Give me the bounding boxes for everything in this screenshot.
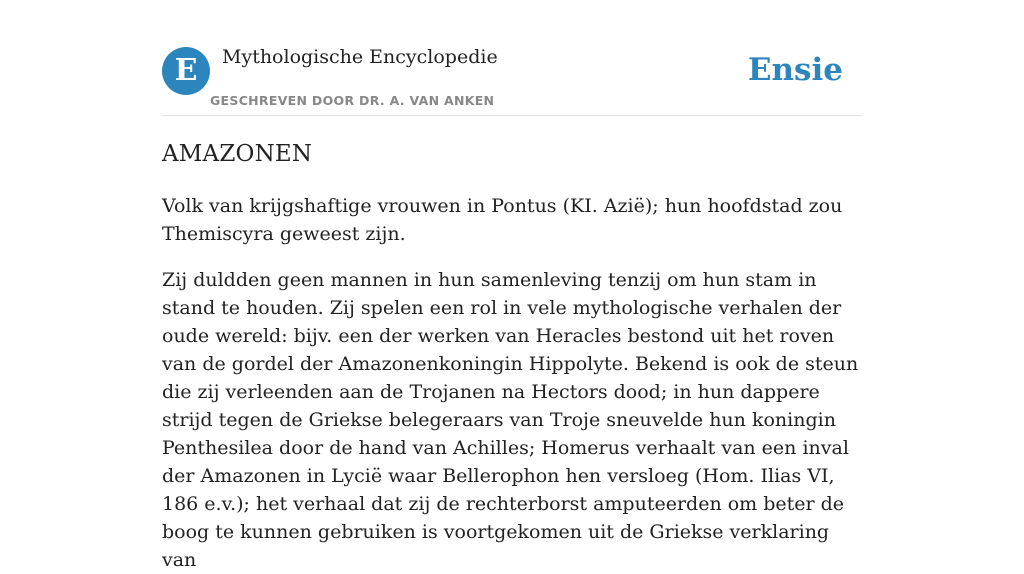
article-paragraph: Volk van krijgshaftige vrouwen in Pontus (KI. Azië); hun hoofdstad zou Themiscyra geweest zijn. [162,195,843,245]
article-paragraph: Zij duldden geen mannen in hun samenleving tenzij om hun stam in stand te houden. Zij spelen een rol in vele mythologische verhalen der oude wereld: bijv. een der werken van Heracles bestond uit het roven van de gordel der Amazonenkoningin Hippolyte. Bekend is ook de steun die zij verleenden aan de Trojanen na Hectors dood; in hun dappere strijd tegen de Griekse belegeraars van Troje sneuvelde hun koningin Penthesilea door de hand van Achilles; Homerus verhaalt van een inval der Amazonen in Lycië waar Bellerophon hen versloeg (Hom. Ilias VI, 186 e.v.); het verhaal dat zij de rechterborst amputeerden om beter de boog te kunnen gebruiken is voortgekomen uit de Griekse verklaring van [162,269,859,571]
ensie-brand-logo[interactable]: Ensie [747,52,843,88]
header [162,46,862,116]
header-divider [162,115,862,116]
encyclopedia-logo-icon[interactable]: E [162,47,210,95]
author-line: GESCHREVEN DOOR DR. A. VAN ANKEN [210,93,495,108]
article-title: AMAZONEN [162,141,313,167]
article [162,136,867,574]
encyclopedia-title-link[interactable]: Mythologische Encyclopedie [222,46,498,68]
